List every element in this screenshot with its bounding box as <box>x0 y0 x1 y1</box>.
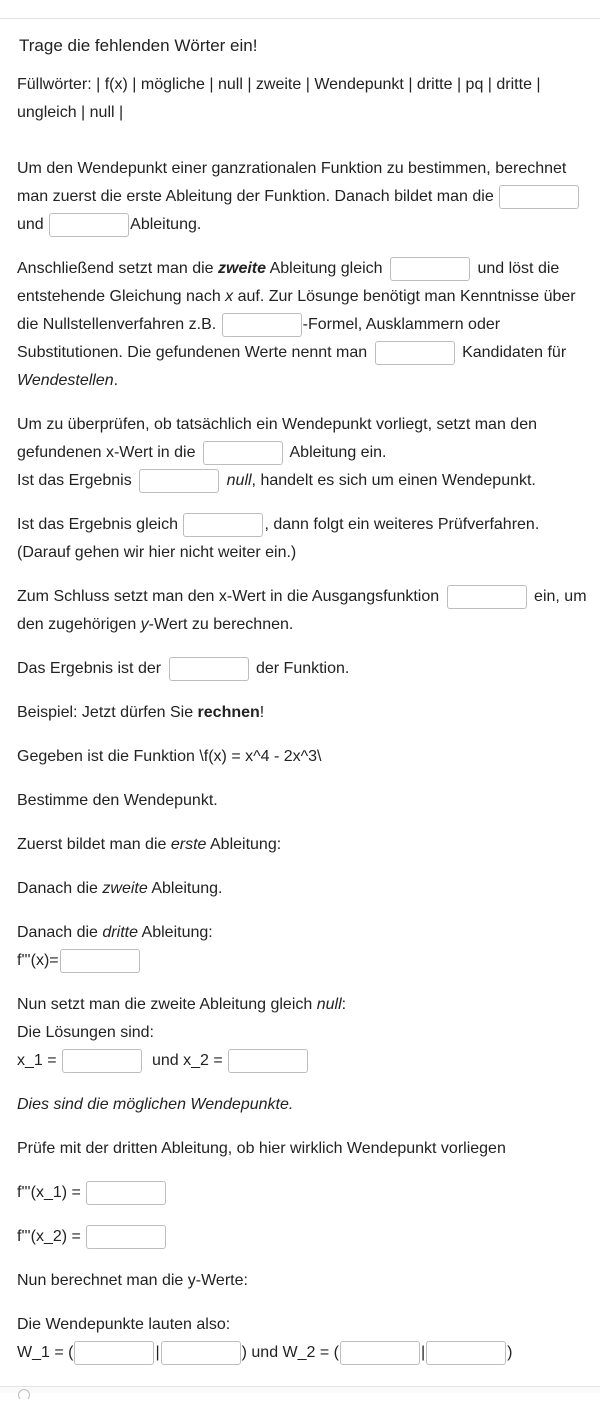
fill-word: null <box>89 104 115 121</box>
paragraph-third-derivative: Danach die dritte Ableitung: f'''(x)= <box>17 919 589 975</box>
paragraph-turning-points: Die Wendepunkte lauten also: W_1 = ( | ) und W_2 = ( | ) <box>17 1311 589 1367</box>
paragraph-second-derivative: Danach die zweite Ableitung. <box>17 880 223 897</box>
gap-input-4[interactable] <box>222 313 302 337</box>
gap-input-1[interactable] <box>499 185 579 209</box>
w1-y-input[interactable] <box>161 1341 241 1365</box>
paragraph-y-value: Zum Schluss setzt man den x-Wert in die Ausgangsfunktion ein, um den zugehörigen y-Wert zu berechnen. <box>17 583 589 639</box>
f3-x1-input[interactable] <box>86 1181 166 1205</box>
paragraph-f3-x1: f'''(x_1) = <box>17 1179 589 1207</box>
gap-input-5[interactable] <box>375 341 455 365</box>
fill-words-prefix: Füllwörter: | <box>17 76 101 93</box>
paragraph-candidates: Dies sind die möglichen Wendepunkte. <box>17 1096 294 1113</box>
third-derivative-input[interactable] <box>60 949 140 973</box>
gap-input-9[interactable] <box>447 585 527 609</box>
paragraph-example: Beispiel: Jetzt dürfen Sie rechnen! <box>17 704 265 721</box>
gap-input-8[interactable] <box>183 513 263 537</box>
gap-input-7[interactable] <box>139 469 219 493</box>
fill-words-list: Füllwörter: | f(x) | mögliche | null | zweite | Wendepunkt | dritte | pq | dritte | ungleich | null | <box>17 76 541 121</box>
paragraph-check: Um zu überprüfen, ob tatsächlich ein Wendepunkt vorliegt, setzt man den gefundenen x-Wert in die Ableitung ein. Ist das Ergebnis null, handelt es sich um einen Wendepunkt. <box>17 411 589 495</box>
fill-word: dritte <box>416 76 453 93</box>
fill-word: zweite <box>255 76 302 93</box>
loading-icon <box>18 1389 30 1401</box>
paragraph-solutions: Nun setzt man die zweite Ableitung gleich null: Die Lösungen sind: x_1 = und x_2 = <box>17 991 589 1075</box>
fill-word: dritte <box>496 76 532 93</box>
paragraph-procedure: Anschließend setzt man die zweite Ableitung gleich und löst die entstehende Gleichung nach x auf. Zur Lösunge benötigt man Kenntnisse über die Nullstellenverfahren z.B. -Formel, Ausklammern oder Substitutionen. Die gefundenen Werte nennt man Kandidaten für Wendestellen. <box>17 255 589 395</box>
fill-word: mögliche <box>140 76 205 93</box>
w1-x-input[interactable] <box>74 1341 154 1365</box>
fill-word: null <box>217 76 243 93</box>
fill-word: ungleich <box>17 104 77 121</box>
top-border <box>0 0 600 19</box>
gap-input-3[interactable] <box>390 257 470 281</box>
paragraph-intro: Um den Wendepunkt einer ganzrationalen Funktion zu bestimmen, berechnet man zuerst die erste Ableitung der Funktion. Danach bildet man die und Ableitung. <box>17 155 589 239</box>
paragraph-zero-case: Ist das Ergebnis gleich , dann folgt ein weiteres Prüfverfahren. (Darauf gehen wir hier nicht weiter ein.) <box>17 511 589 567</box>
paragraph-first-derivative: Zuerst bildet man die erste Ableitung: <box>17 836 282 853</box>
gap-input-2[interactable] <box>49 213 129 237</box>
x1-input[interactable] <box>62 1049 142 1073</box>
fill-word: pq <box>465 76 484 93</box>
paragraph-verify: Prüfe mit der dritten Ableitung, ob hier wirklich Wendepunkt vorliegen <box>17 1140 506 1157</box>
fill-word: Wendepunkt <box>314 76 404 93</box>
w2-x-input[interactable] <box>340 1341 420 1365</box>
paragraph-y-values: Nun berechnet man die y-Werte: <box>17 1272 248 1289</box>
w2-y-input[interactable] <box>426 1341 506 1365</box>
paragraph-task: Bestimme den Wendepunkt. <box>17 792 218 809</box>
gap-input-10[interactable] <box>169 657 249 681</box>
paragraph-f3-x2: f'''(x_2) = <box>17 1223 589 1251</box>
paragraph-result: Das Ergebnis ist der der Funktion. <box>17 655 589 683</box>
x2-input[interactable] <box>228 1049 308 1073</box>
exercise-heading: Trage die fehlenden Wörter ein! <box>19 36 258 55</box>
gap-input-6[interactable] <box>203 441 283 465</box>
paragraph-given-function: Gegeben ist die Funktion \f(x) = x^4 - 2x^3\ <box>17 748 322 765</box>
f3-x2-input[interactable] <box>86 1225 166 1249</box>
fill-word: f(x) <box>104 76 128 93</box>
